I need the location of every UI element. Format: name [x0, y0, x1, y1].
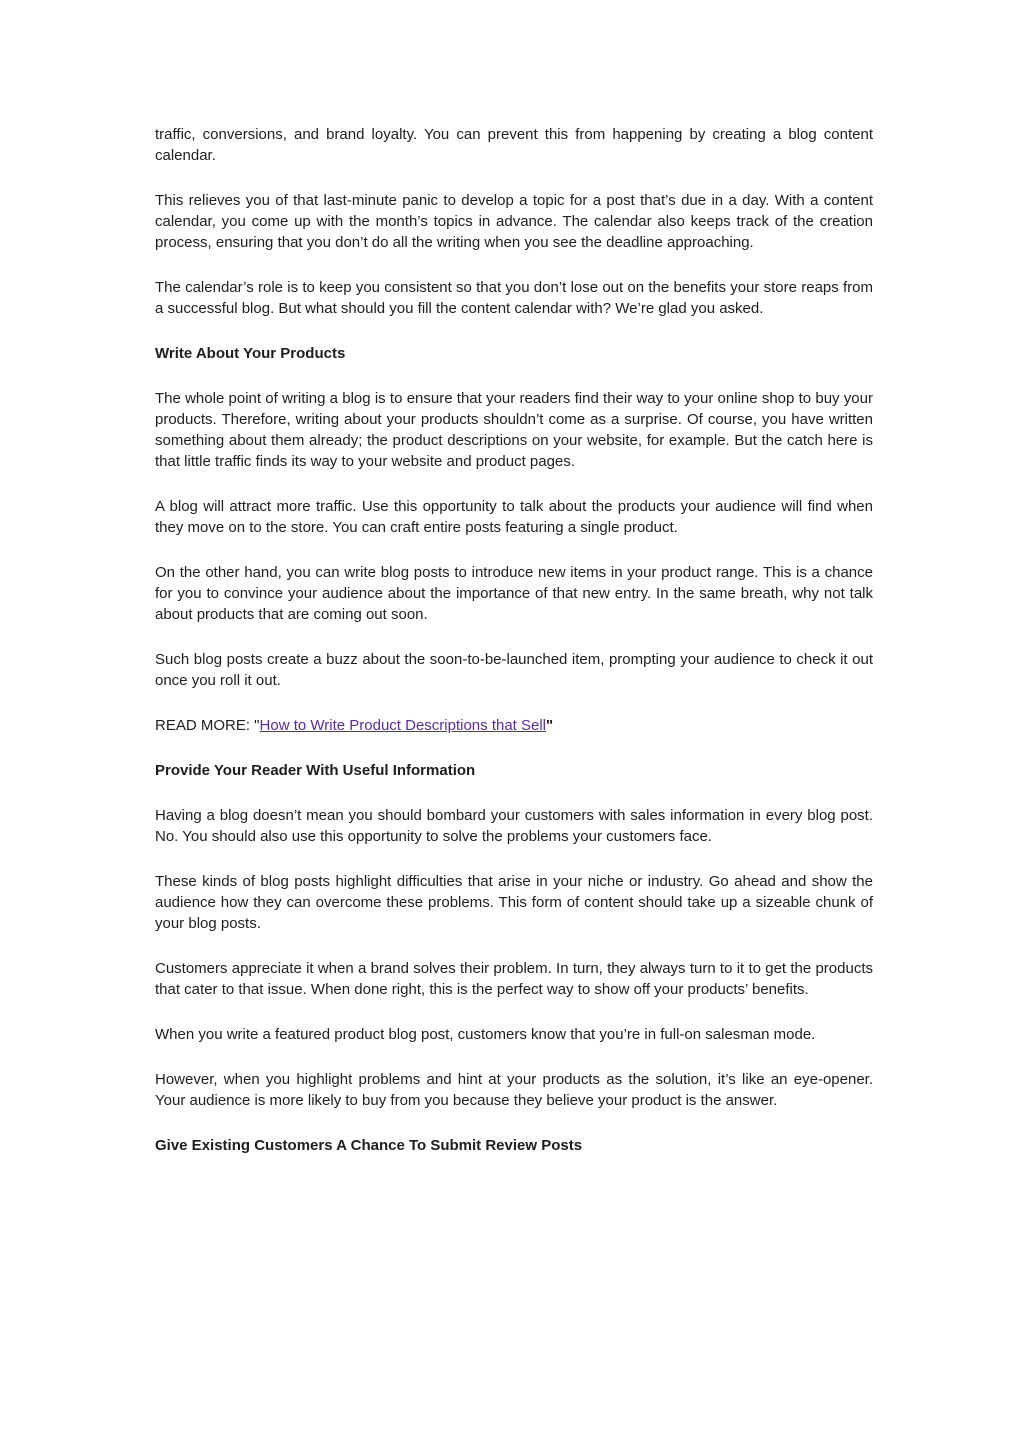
document-page	[155, 124, 873, 1180]
paragraph: On the other hand, you can write blog posts to introduce new items in your product range. This is a chance for you to convince your audience about the importance of that new entry. In the same breath, why not talk about products that are coming out soon.	[155, 564, 873, 623]
read-more-link[interactable]: How to Write Product Descriptions that Sell	[259, 717, 547, 734]
read-more-line	[155, 715, 873, 736]
paragraph: However, when you highlight problems and hint at your products as the solution, it’s like an eye-opener. Your audience is more likely to buy from you because they believe your product is the answer.	[155, 1071, 873, 1109]
paragraph: Such blog posts create a buzz about the soon-to-be-launched item, prompting your audience to check it out once you roll it out.	[155, 651, 873, 689]
section-heading: Write About Your Products	[155, 345, 346, 362]
paragraph: These kinds of blog posts highlight difficulties that arise in your niche or industry. Go ahead and show the audience how they can overcome these problems. This form of content should take up a sizeable chunk of your blog posts.	[155, 873, 873, 932]
paragraph: When you write a featured product blog post, customers know that you’re in full-on salesman mode.	[155, 1026, 816, 1043]
section-heading: Provide Your Reader With Useful Information	[155, 762, 476, 779]
paragraph: This relieves you of that last-minute panic to develop a topic for a post that’s due in a day. With a content calendar, you come up with the month’s topics in advance. The calendar also keeps track of the creation process, ensuring that you don’t do all the writing when you see the deadline approaching.	[155, 192, 873, 251]
section-heading: Give Existing Customers A Chance To Submit Review Posts	[155, 1137, 583, 1154]
paragraph: traffic, conversions, and brand loyalty. You can prevent this from happening by creating a blog content calendar.	[155, 126, 873, 164]
paragraph: The whole point of writing a blog is to ensure that your readers find their way to your online shop to buy your products. Therefore, writing about your products shouldn’t come as a surprise. Of course, you have written something about them already; the product descriptions on your website, for example. But the catch here is that little traffic finds its way to your website and product pages.	[155, 390, 873, 470]
read-more-prefix: READ MORE: "	[155, 717, 260, 734]
paragraph: Customers appreciate it when a brand solves their problem. In turn, they always turn to it to get the products that cater to that issue. When done right, this is the perfect way to show off your products’ benefits.	[155, 960, 873, 998]
paragraph: The calendar’s role is to keep you consistent so that you don’t lose out on the benefits your store reaps from a successful blog. But what should you fill the content calendar with? We’re glad you asked.	[155, 279, 873, 317]
read-more-suffix: "	[546, 717, 554, 734]
paragraph: A blog will attract more traffic. Use this opportunity to talk about the products your audience will find when they move on to the store. You can craft entire posts featuring a single product.	[155, 498, 873, 536]
paragraph: Having a blog doesn’t mean you should bombard your customers with sales information in every blog post. No. You should also use this opportunity to solve the problems your customers face.	[155, 807, 873, 845]
